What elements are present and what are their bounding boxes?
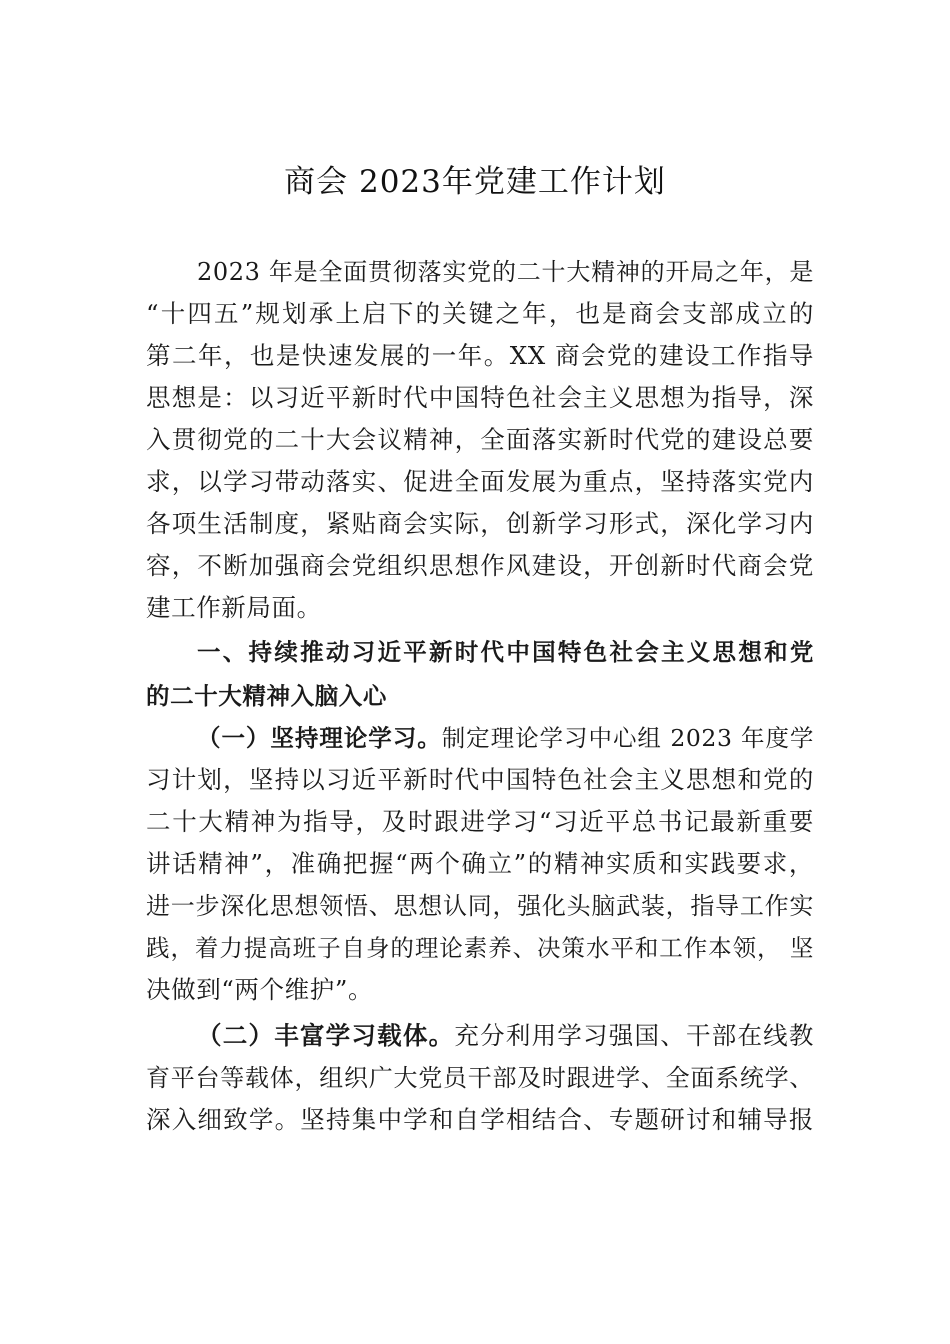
heading-line: 的二十大精神入脑入心 [146, 682, 387, 710]
paragraph-line: 建工作新局面。 [146, 593, 322, 622]
paragraph-line: 育平台等载体，组织广大党员干部及时跟进学、全面系统学、 [146, 1064, 814, 1092]
paragraph-text: 充分利用学习强国、干部在线教 [454, 1021, 815, 1050]
paragraph-line: 求，以学习带动落实、促进全面发展为重点，坚持落实党内 [146, 467, 814, 496]
subsection-label: （二）丰富学习载体。 [197, 1021, 455, 1050]
paragraph-line: 2023 年是全面贯彻落实党的二十大精神的开局之年，是 [197, 258, 814, 286]
document-title: 商会 2023年党建工作计划 [284, 164, 666, 200]
paragraph-line: 讲话精神”，准确把握“两个确立”的精神实质和实践要求， [146, 849, 814, 878]
section-heading [146, 631, 814, 717]
paragraph-line: 各项生活制度，紧贴商会实际，创新学习形式，深化学习内 [146, 509, 814, 538]
paragraph-line: “十四五”规划承上启下的关键之年，也是商会支部成立的 [146, 299, 814, 328]
paragraph-line: 入贯彻党的二十大会议精神，全面落实新时代党的建设总要 [146, 425, 814, 454]
paragraph-line: 容，不断加强商会党组织思想作风建设，开创新时代商会党 [146, 551, 814, 580]
subsection-label: （一）坚持理论学习。 [197, 724, 442, 752]
paragraph-line [146, 1015, 814, 1057]
paragraph-line: 二十大精神为指导，及时跟进学习“习近平总书记最新重要 [146, 807, 814, 836]
paragraph-text: 制定理论学习中心组 2023 年度学 [441, 724, 815, 752]
paragraph-line: 决做到“两个维护”。 [146, 975, 374, 1004]
paragraph-line [146, 717, 814, 759]
subsection-study-carriers [146, 1015, 814, 1141]
paragraph-line: 思想是：以习近平新时代中国特色社会主义思想为指导，深 [146, 383, 814, 412]
paragraph-line: 进一步深化思想领悟、思想认同，强化头脑武装，指导工作实 [146, 892, 814, 920]
heading-line: 一、持续推动习近平新时代中国特色社会主义思想和党 [197, 638, 814, 666]
paragraph-line: 习计划，坚持以习近平新时代中国特色社会主义思想和党的 [146, 765, 814, 794]
subsection-theory-study [146, 717, 814, 1011]
paragraph-line: 践，着力提高班子自身的理论素养、决策水平和工作本领， 坚 [146, 934, 814, 962]
intro-paragraph [146, 251, 814, 629]
document-body [146, 251, 814, 1141]
paragraph-line: 第二年，也是快速发展的一年。XX 商会党的建设工作指导 [146, 341, 814, 370]
paragraph-line: 深入细致学。坚持集中学和自学相结合、专题研讨和辅导报 [146, 1105, 814, 1134]
